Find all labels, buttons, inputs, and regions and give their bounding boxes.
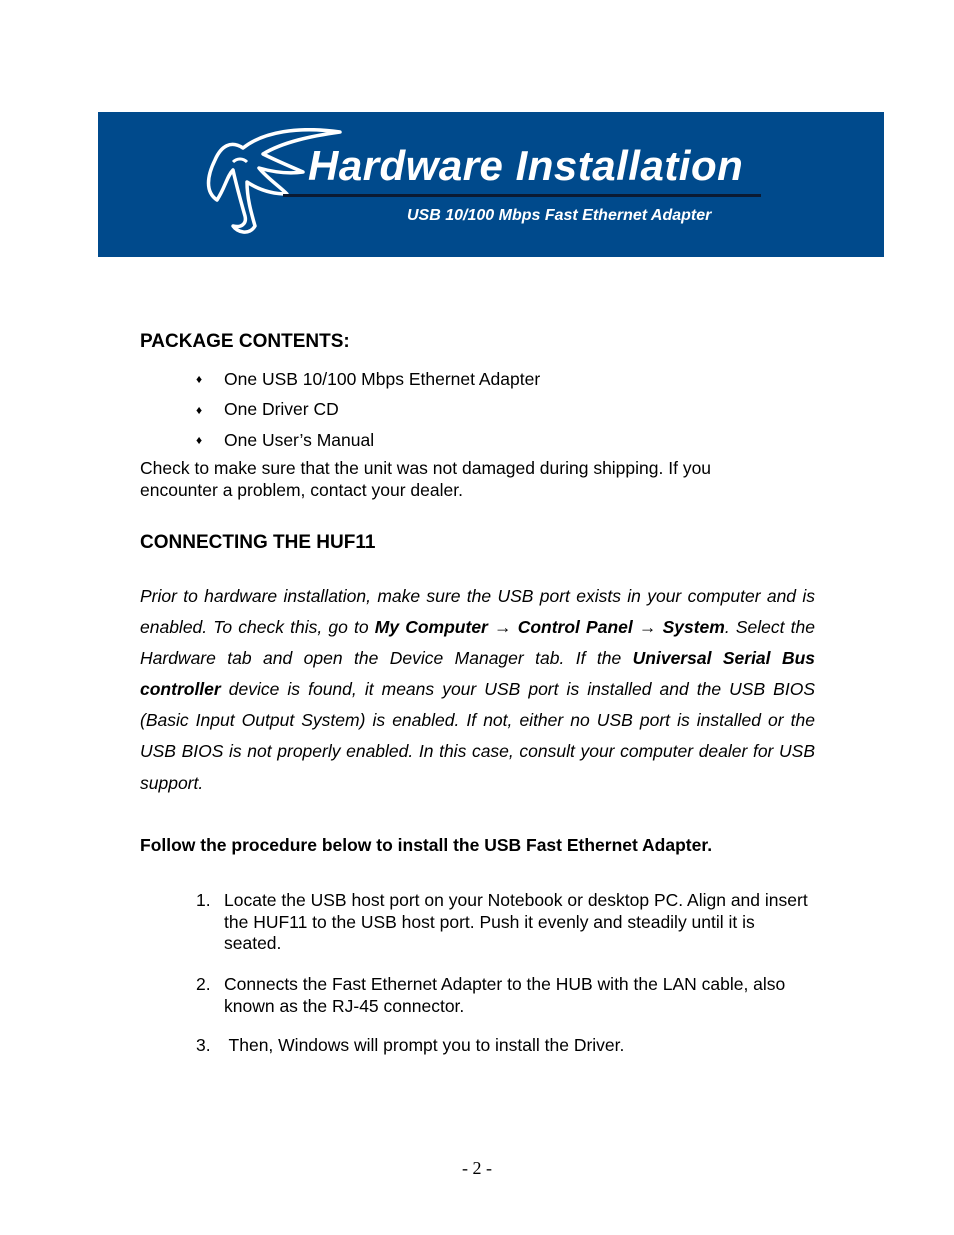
list-item: ♦ One User’s Manual <box>196 429 375 450</box>
procedure-heading: Follow the procedure below to install the USB Fast Ethernet Adapter. <box>140 835 713 855</box>
diamond-bullet-icon: ♦ <box>196 433 203 448</box>
banner-title: Hardware Installation <box>308 142 744 189</box>
diamond-bullet-icon: ♦ <box>196 372 203 387</box>
banner-subtitle: USB 10/100 Mbps Fast Ethernet Adapter <box>407 207 712 224</box>
list-item: 2. Connects the Fast Ethernet Adapter to the HUB with the LAN cable, also known as the RJ-45 connector. <box>196 974 786 1016</box>
intro-paragraph: Prior to hardware installation, make sure the USB port exists in your computer and is enabled. To check this, go to My Computer → Control Panel → System. Select the Hardware tab and open the Device Manager tab. If the Universal Serial Bus controller device is found, it means your USB port is installed and the USB BIOS (Basic Input Output System) is enabled. If not, either no USB port is installed or the USB BIOS is not properly enabled. In this case, consult your computer dealer for USB support. <box>140 586 816 793</box>
arrow-right-icon: → <box>487 617 518 638</box>
diamond-bullet-icon: ♦ <box>196 402 203 417</box>
banner-divider <box>283 194 761 197</box>
package-contents-heading: PACKAGE CONTENTS: <box>140 331 350 352</box>
package-contents-list <box>196 364 540 456</box>
steps-list <box>196 1035 816 1057</box>
list-item: ♦ One USB 10/100 Mbps Ethernet Adapter <box>196 368 541 389</box>
page-number: - 2 - <box>462 1158 492 1178</box>
list-item: ♦ One Driver CD <box>196 399 339 420</box>
list-item: 3. Then, Windows will prompt you to install the Driver. <box>196 1035 625 1055</box>
check-paragraph: Check to make sure that the unit was not damaged during shipping. If you encounter a problem, contact your dealer. <box>140 458 712 500</box>
list-item: 1. Locate the USB host port on your Notebook or desktop PC. Align and insert the HUF11 to the USB host port. Push it evenly and steadily until it is seated. <box>196 890 808 953</box>
header-banner <box>98 112 884 257</box>
connecting-heading: CONNECTING THE HUF11 <box>140 532 376 553</box>
steps-list <box>196 890 816 955</box>
arrow-right-icon: → <box>632 617 663 638</box>
steps-list <box>196 974 816 1017</box>
